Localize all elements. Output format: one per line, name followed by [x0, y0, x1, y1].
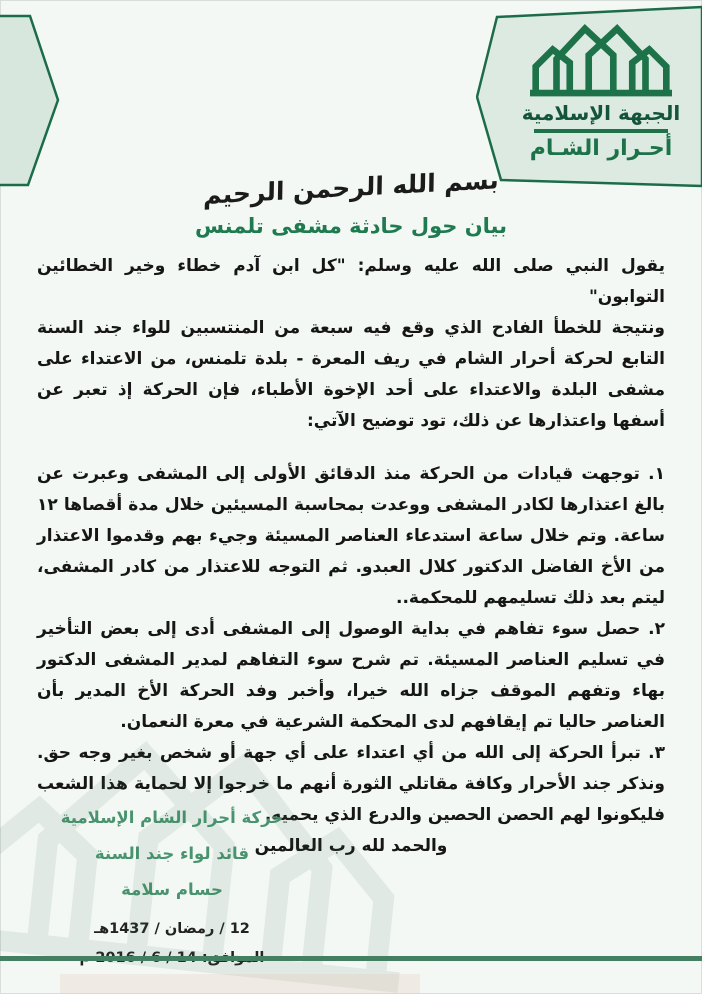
closing-hamd: والحمد لله رب العالمين [254, 836, 448, 856]
ahrar-alsham-name: أحـرار الشـام [529, 136, 673, 161]
signature-name: حسام سلامة [121, 880, 223, 899]
statement-body [37, 251, 665, 862]
islamic-front-calligraphy: الجبهة الإسلامية [521, 101, 681, 125]
bismillah-text: بسم الله الرحمن الرحيم [202, 165, 500, 210]
statement-item-3: ٣. تبرأ الحركة إلى الله من أي اعتداء على أي جهة أو شخص بغير وجه حق. ونذكر جند الأحرار وكافة مقاتلي الثورة أنهم ما خرجوا إلا لحماية هذا الشعب فليكونوا لهم الحصن الحصين والدرع الذي يحميه. [37, 743, 665, 825]
signature-block [36, 800, 308, 973]
statement-title: بيان حول حادثة مشفى تلمنس [195, 214, 507, 238]
badge-content [500, 14, 702, 184]
statement-item-1: ١. توجهت قيادات من الحركة منذ الدقائق الأولى إلى المشفى وعبرت عن بالغ اعتذارها لكادر المشفى ووعدت بمحاسبة المسيئين خلال مدة أقصاها ١٢ ساعة. وتم خلال ساعة استدعاء العناصر المسيئة وجيء بهم وقدموا الاعتذار من الأخ الفاضل الدكتور كلال العبدو. ثم التوجه للاعتذار من كادر المشفى، ليتم بعد ذلك تسليمهم للمحكمة.. [37, 464, 665, 608]
logo-underline [534, 129, 668, 133]
hadith-line: يقول النبي صلى الله عليه وسلم: "كل ابن آدم خطاء وخير الخطائين التوابون" [37, 256, 665, 307]
photo-tint-decoration [60, 974, 420, 994]
signature-role: قائد لواء جند السنة [94, 844, 250, 863]
signature-org: حركة أحرار الشام الإسلامية [60, 808, 284, 827]
org-logo-badge [476, 0, 702, 190]
date-hijri: 12 / رمضان / 1437هـ [94, 921, 250, 937]
bottom-green-rule [0, 956, 702, 961]
interlocking-arches-icon [530, 20, 672, 98]
statement-item-2: ٢. حصل سوء تفاهم في بداية الوصول إلى المشفى أدى إلى بعض التأخير في تسليم العناصر المسيئة. تم شرح سوء التفاهم لمدير المشفى الدكتور بهاء وتفهم الموقف جزاه الله خيرا، وأخبر وفد الحركة الأخ المدير بأن العناصر حاليا تم إيقافهم لدى المحكمة الشرعية في معرة النعمان. [37, 619, 665, 732]
intro-paragraph: ونتيجة للخطأ الفادح الذي وقع فيه سبعة من المنتسبين للواء جند السنة التابع لحركة أحرار الشام في ريف المعرة - بلدة تلمنس، من الاعتداء على مشفى البلدة والاعتداء على أحد الإخوة الأطباء، فإن الحركة إذ تعبر عن أسفها واعتذارها عن ذلك، تود توضيح الآتي: [37, 318, 665, 431]
corner-hexagon-decoration [0, 0, 70, 200]
